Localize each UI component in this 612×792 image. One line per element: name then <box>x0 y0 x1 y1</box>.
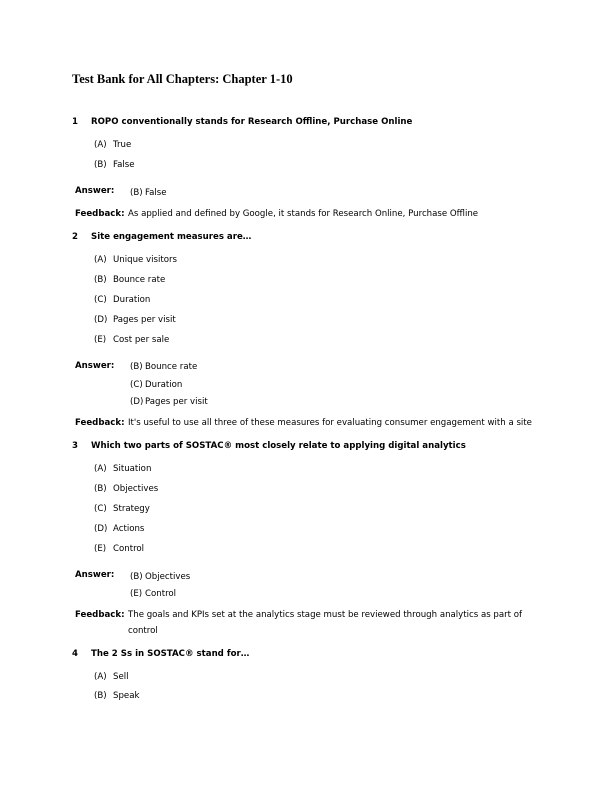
option <box>94 315 176 325</box>
option-letter: (D) <box>94 524 108 534</box>
question-text: Which two parts of SOSTAC® most closely relate to applying digital analytics <box>91 441 466 451</box>
question-text: The 2 Ss in SOSTAC® stand for… <box>91 649 250 659</box>
answer-letter: (B) <box>130 362 143 372</box>
answer-letter: (B) <box>130 188 143 198</box>
option <box>94 160 135 170</box>
answer <box>130 362 197 372</box>
option <box>94 691 139 701</box>
option <box>94 255 177 265</box>
option <box>94 275 165 285</box>
feedback-label: Feedback: <box>75 610 125 620</box>
answer-letter: (E) <box>130 589 143 599</box>
option-text: False <box>113 160 135 170</box>
answer-letter: (D) <box>130 397 144 407</box>
option-letter: (B) <box>94 275 107 285</box>
option <box>94 335 169 345</box>
option-text: Cost per sale <box>113 335 170 345</box>
question-number: 2 <box>72 232 78 242</box>
answer-letter: (C) <box>130 380 143 390</box>
option-text: True <box>113 140 132 150</box>
question-number: 4 <box>72 649 78 659</box>
feedback-text: It's useful to use all three of these measures for evaluating consumer engagement with a site <box>128 418 532 428</box>
option-letter: (E) <box>94 544 107 554</box>
option-letter: (B) <box>94 160 107 170</box>
feedback-label: Feedback: <box>75 418 125 428</box>
option-text: Situation <box>113 464 152 474</box>
option <box>94 524 144 534</box>
option-letter: (B) <box>94 691 107 701</box>
answer-text: Duration <box>145 380 183 390</box>
option <box>94 544 144 554</box>
option-letter: (A) <box>94 464 107 474</box>
option <box>94 672 129 682</box>
question-2 <box>72 232 251 242</box>
option-letter: (A) <box>94 255 107 265</box>
option-letter: (A) <box>94 140 107 150</box>
question-1 <box>72 117 412 127</box>
page-title: Test Bank for All Chapters: Chapter 1-10 <box>72 72 293 86</box>
option-letter: (E) <box>94 335 107 345</box>
option-letter: (C) <box>94 504 107 514</box>
answer-text: Control <box>145 589 177 599</box>
option-letter: (B) <box>94 484 107 494</box>
option-text: Pages per visit <box>113 315 176 325</box>
answer-label: Answer: <box>75 361 115 371</box>
option-letter: (C) <box>94 295 107 305</box>
answer-label: Answer: <box>75 570 115 580</box>
option-text: Actions <box>113 524 145 534</box>
answer-label: Answer: <box>75 186 115 196</box>
answer <box>130 380 182 390</box>
option-text: Control <box>113 544 145 554</box>
question-text: Site engagement measures are… <box>91 232 252 242</box>
answer <box>130 589 176 599</box>
option-text: Bounce rate <box>113 275 166 285</box>
option-letter: (D) <box>94 315 108 325</box>
answer-text: Pages per visit <box>145 397 208 407</box>
answer-text: Objectives <box>145 572 191 582</box>
feedback-text: As applied and defined by Google, it stands for Research Online, Purchase Offline <box>128 209 479 219</box>
option-text: Objectives <box>113 484 159 494</box>
option <box>94 484 158 494</box>
answer-text: Bounce rate <box>145 362 198 372</box>
option <box>94 295 150 305</box>
question-4 <box>72 649 249 659</box>
answer-letter: (B) <box>130 572 143 582</box>
answer <box>130 397 208 407</box>
question-number: 3 <box>72 441 78 451</box>
feedback-text: The goals and KPIs set at the analytics stage must be reviewed through analytics as part of control <box>128 610 523 636</box>
question-3 <box>72 441 466 451</box>
option <box>94 464 151 474</box>
option <box>94 504 150 514</box>
answer-text: False <box>145 188 167 198</box>
question-number: 1 <box>72 117 78 127</box>
option-text: Strategy <box>113 504 150 514</box>
option-text: Unique visitors <box>113 255 178 265</box>
option-letter: (A) <box>94 672 107 682</box>
answer <box>130 572 190 582</box>
option-text: Sell <box>113 672 129 682</box>
option <box>94 140 131 150</box>
option-text: Duration <box>113 295 151 305</box>
answer <box>130 188 167 198</box>
option-text: Speak <box>113 691 140 701</box>
feedback-label: Feedback: <box>75 209 125 219</box>
question-text: ROPO conventionally stands for Research Offline, Purchase Online <box>91 117 413 127</box>
